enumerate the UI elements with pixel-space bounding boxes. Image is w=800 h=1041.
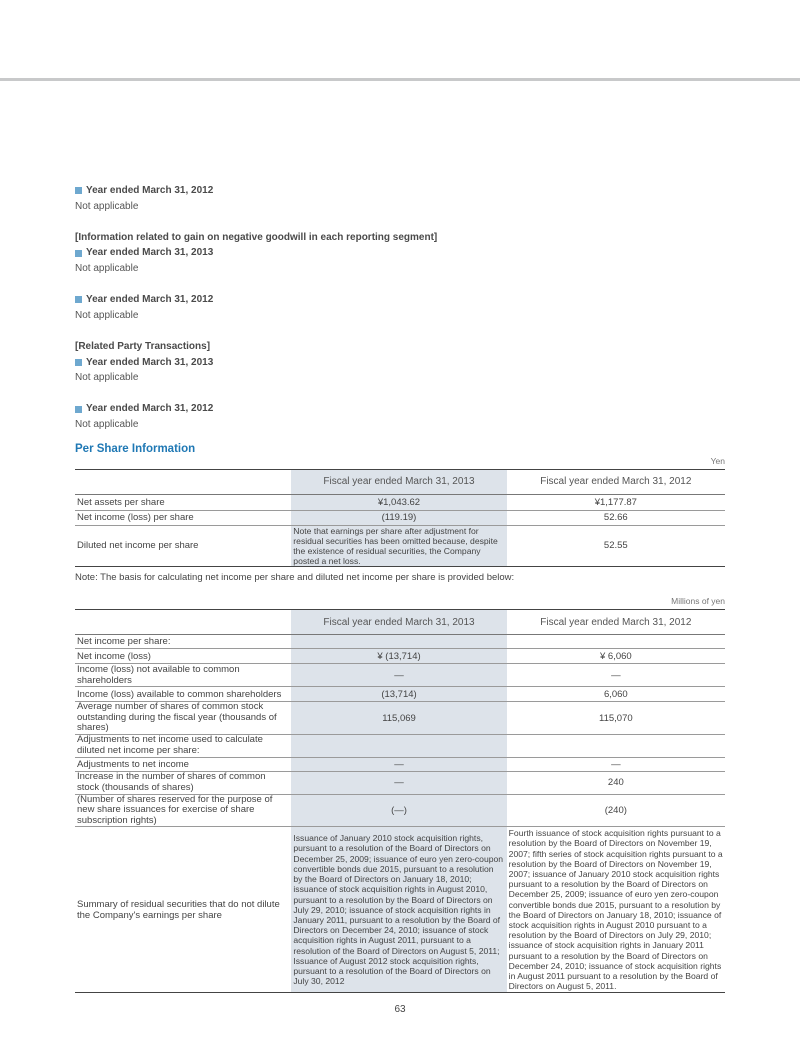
value-2013: 115,069 xyxy=(291,702,506,735)
value-2012: — xyxy=(507,757,725,771)
row-label: (Number of shares reserved for the purpose of new share issuances for exercise of share subscription rights) xyxy=(75,794,291,827)
value-2013 xyxy=(291,635,506,649)
value-2012 xyxy=(507,635,725,649)
row-label: Adjustments to net income used to calculate diluted net income per share: xyxy=(75,734,291,757)
value-2012 xyxy=(507,734,725,757)
value-2012: 52.66 xyxy=(507,510,725,525)
row-label: Net assets per share xyxy=(77,496,165,508)
square-bullet-icon xyxy=(75,406,82,413)
value-2013: ¥ (13,714) xyxy=(291,649,506,664)
value-2013 xyxy=(291,734,506,757)
value-2013: (—) xyxy=(291,794,506,827)
gain-section xyxy=(75,230,725,324)
subheading: Year ended March 31, 2012 xyxy=(75,401,725,417)
square-bullet-icon xyxy=(75,187,82,194)
table-row xyxy=(75,494,725,510)
header-cell: Fiscal year ended March 31, 2013 xyxy=(291,469,506,494)
table-row xyxy=(75,702,725,735)
row-label: Income (loss) available to common shareholders xyxy=(75,687,291,702)
value-2012: 52.55 xyxy=(507,525,725,567)
related-party-title: [Related Party Transactions] xyxy=(75,340,211,352)
row-label: Net income (loss) xyxy=(75,649,291,664)
row-label: Average number of shares of common stock outstanding during the fiscal year (thousands of shares) xyxy=(75,702,291,735)
row-label: Increase in the number of shares of common stock (thousands of shares) xyxy=(75,771,291,794)
table-row xyxy=(75,635,725,649)
page-number: 63 xyxy=(394,1004,406,1015)
row-label: Summary of residual securities that do not dilute the Company's earnings per share xyxy=(75,827,291,993)
subheading: Year ended March 31, 2013 xyxy=(75,245,725,261)
value-2012: Fourth issuance of stock acquisition rights pursuant to a resolution by the Board of Directors on November 19, 2007; fifth series of stock acquisition rights pursuant to a resolution by the Board of Directors on November 19, 2007; issuance of January 2010 stock acquisition rights pursuant to a resolution by the Board of Directors on December 25, 2009; issuance of euro yen zero-coupon convertible bonds due 2015, pursuant to a resolution by the Board of Directors on January 18, 2010; issuance of stock acquisition rights in August 2010 pursuant to a resolution by the Board of Directors on July 29, 2010; issuance of stock acquisition rights in January 2011 pursuant to a resolution by the Board of Directors on December 24, 2010; issuance of stock acquisition rights in August 2011 pursuant to a resolution by the Board of Directors on August 5, 2011. xyxy=(507,827,725,993)
value-2013: — xyxy=(291,664,506,687)
subheading: Year ended March 31, 2012 xyxy=(75,183,725,199)
per-share-title: Per Share Information xyxy=(75,442,196,455)
value-2013: — xyxy=(291,757,506,771)
header-cell: Fiscal year ended March 31, 2013 xyxy=(291,610,506,635)
table-row xyxy=(75,771,725,794)
value-2012: ¥1,177.87 xyxy=(594,496,637,508)
table-row xyxy=(75,525,725,567)
table-row xyxy=(75,664,725,687)
per-share-unit: Yen xyxy=(710,455,725,466)
table-row xyxy=(75,757,725,771)
table-row xyxy=(75,687,725,702)
value-2013: (119.19) xyxy=(291,510,506,525)
square-bullet-icon xyxy=(75,359,82,366)
not-applicable-text: Not applicable xyxy=(75,262,139,274)
table-row xyxy=(75,649,725,664)
value-2012: (240) xyxy=(507,794,725,827)
value-2012: 240 xyxy=(507,771,725,794)
header-cell xyxy=(75,469,291,494)
not-applicable-text: Not applicable xyxy=(75,309,139,321)
value-2012: ¥ 6,060 xyxy=(507,649,725,664)
value-2013: (13,714) xyxy=(291,687,506,702)
table-row xyxy=(75,794,725,827)
top-rule xyxy=(0,78,800,81)
page-content xyxy=(75,183,725,993)
per-share-table xyxy=(75,469,725,568)
table-header-row xyxy=(75,469,725,494)
not-applicable-text: Not applicable xyxy=(75,418,139,430)
subheading: Year ended March 31, 2013 xyxy=(75,355,725,371)
gain-section-title: [Information related to gain on negative goodwill in each reporting segment] xyxy=(75,231,438,243)
table-row xyxy=(75,510,725,525)
basis-table xyxy=(75,609,725,993)
basis-unit: Millions of yen xyxy=(671,596,725,607)
header-cell: Fiscal year ended March 31, 2012 xyxy=(507,469,725,494)
value-2013: — xyxy=(291,771,506,794)
header-cell: Fiscal year ended March 31, 2012 xyxy=(507,610,725,635)
table-header-row xyxy=(75,610,725,635)
row-label: Net income per share: xyxy=(77,636,171,648)
row-label: Income (loss) not available to common shareholders xyxy=(75,664,291,687)
table-row xyxy=(75,827,725,993)
value-2013: Issuance of January 2010 stock acquisition rights, pursuant to a resolution of the Board of Directors on December 25, 2009; issuance of euro yen zero-coupon convertible bonds due 2015, pursuant to a resolution by the Board of Directors on January 18, 2010; issuance of stock acquisition rights in August 2010, pursuant to a resolution by the Board of Directors on July 29, 2010; issuance of stock acquisition rights in January 2011, pursuant to a resolution by the Board of Directors on December 24, 2010; issuance of stock acquisition rights in August 2011, pursuant to a resolution of the Board of Directors on August 5, 2011; Issuance of August 2012 stock acquisition rights, pursuant to a resolution of the Board of Directors on July 30, 2012 xyxy=(291,827,506,993)
subheading: Year ended March 31, 2012 xyxy=(75,292,725,308)
not-applicable-text: Not applicable xyxy=(75,372,139,384)
not-applicable-text: Not applicable xyxy=(75,200,139,212)
block-2012-a xyxy=(75,183,725,214)
header-cell xyxy=(75,610,291,635)
row-label: Adjustments to net income xyxy=(75,757,291,771)
square-bullet-icon xyxy=(75,250,82,257)
value-2012: 115,070 xyxy=(507,702,725,735)
table-row xyxy=(75,734,725,757)
value-2012: — xyxy=(507,664,725,687)
related-party-section xyxy=(75,339,725,433)
value-2013: ¥1,043.62 xyxy=(291,494,506,510)
row-label: Net income (loss) per share xyxy=(75,510,291,525)
value-2013: Note that earnings per share after adjustment for residual securities has been omitted because, despite the existence of residual securities, the Company posted a net loss. xyxy=(291,525,506,567)
square-bullet-icon xyxy=(75,296,82,303)
row-label: Diluted net income per share xyxy=(75,525,291,567)
value-2012: 6,060 xyxy=(507,687,725,702)
basis-note: Note: The basis for calculating net income per share and diluted net income per share is provided below: xyxy=(75,572,515,584)
